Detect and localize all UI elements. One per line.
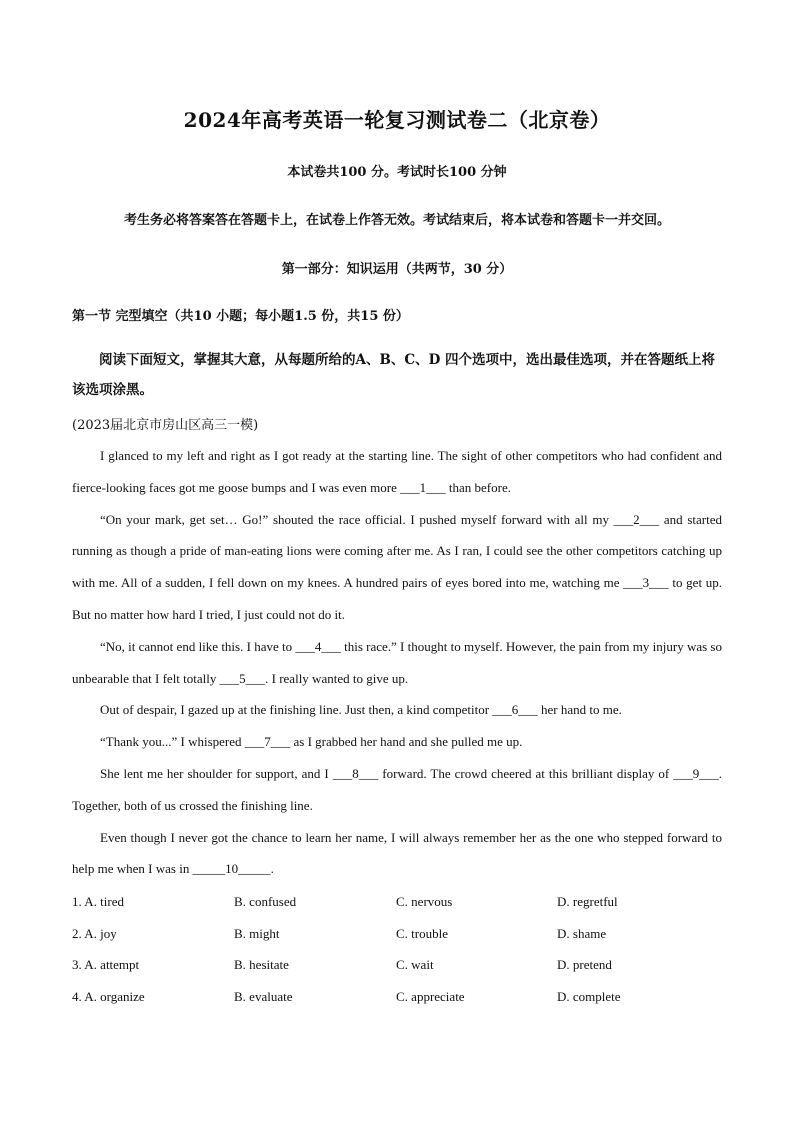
option-b: B. evaluate bbox=[234, 989, 293, 1005]
option-c: C. nervous bbox=[396, 893, 453, 909]
option-a: 2. A. joy bbox=[72, 925, 117, 941]
passage-paragraph: Out of despair, I gazed up at the finishing line. Just then, a kind competitor ___6___ her hand to me. bbox=[100, 702, 622, 718]
option-row bbox=[72, 950, 722, 982]
passage-paragraph: “On your mark, get set… Go!” shouted the race official. I pushed myself forward with all my ___2___ and started running as though a pride of man-eating lions were coming after me. As I ran, I could see the other competitors catching up with me. All of a sudden, I fell down on my knees. A hundred pairs of eyes bored into me, watching me ___3___ to get up. But no matter how hard I tried, I just could not do it. bbox=[72, 511, 722, 622]
passage-paragraph: “No, it cannot end like this. I have to ___4___ this race.” I thought to myself. However, the pain from my injury was so unbearable that I felt totally ___5___. I really wanted to give up. bbox=[72, 638, 722, 686]
passage-paragraph: “Thank you...” I whispered ___7___ as I grabbed her hand and she pulled me up. bbox=[100, 734, 523, 750]
option-row bbox=[72, 981, 722, 1013]
option-a: 3. A. attempt bbox=[72, 957, 140, 973]
page-title: 2024年高考英语一轮复习测试卷二（北京卷） bbox=[183, 108, 611, 132]
option-row bbox=[72, 886, 722, 918]
passage-paragraph: She lent me her shoulder for support, and I ___8___ forward. The crowd cheered at this brilliant display of ___9___. Together, both of us crossed the finishing line. bbox=[72, 765, 722, 813]
passage-paragraph: Even though I never got the chance to learn her name, I will always remember her as the one who stepped forward to help me when I was in _____10_____. bbox=[72, 829, 722, 877]
passage-paragraph: I glanced to my left and right as I got ready at the starting line. The sight of other competitors who had confident and fierce-looking faces got me goose bumps and I was even more ___1___ than before. bbox=[72, 448, 722, 495]
answer-options bbox=[72, 886, 722, 1013]
exam-notice: 考生务必将答案答在答题卡上，在试卷上作答无效。考试结束后，将本试卷和答题卡一并交回。 bbox=[123, 213, 670, 228]
option-b: B. might bbox=[234, 925, 280, 941]
option-c: C. appreciate bbox=[396, 989, 465, 1005]
cloze-passage bbox=[72, 440, 722, 885]
option-c: C. trouble bbox=[396, 925, 448, 941]
option-row bbox=[72, 918, 722, 950]
option-a: 4. A. organize bbox=[72, 989, 145, 1005]
passage-source: (2023届北京市房山区高三一模) bbox=[72, 418, 259, 433]
option-a: 1. A. tired bbox=[72, 893, 124, 909]
section-one-heading: 第一节 完型填空（共10 小题；每小题1.5 份，共15 份） bbox=[72, 309, 409, 324]
exam-subtitle: 本试卷共100 分。考试时长100 分钟 bbox=[287, 165, 507, 180]
option-d: D. regretful bbox=[557, 893, 618, 909]
option-c: C. wait bbox=[396, 957, 434, 973]
option-d: D. complete bbox=[557, 989, 621, 1005]
option-b: B. confused bbox=[234, 893, 297, 909]
instruction-text: 阅读下面短文，掌握其大意，从每题所给的A、B、C、D 四个选项中，选出最佳选项，并在答题纸上将该选项涂黑。 bbox=[72, 352, 716, 398]
part-one-heading: 第一部分：知识运用（共两节，30 分） bbox=[281, 262, 513, 277]
option-b: B. hesitate bbox=[234, 957, 289, 973]
option-d: D. pretend bbox=[557, 957, 612, 973]
option-d: D. shame bbox=[557, 925, 607, 941]
